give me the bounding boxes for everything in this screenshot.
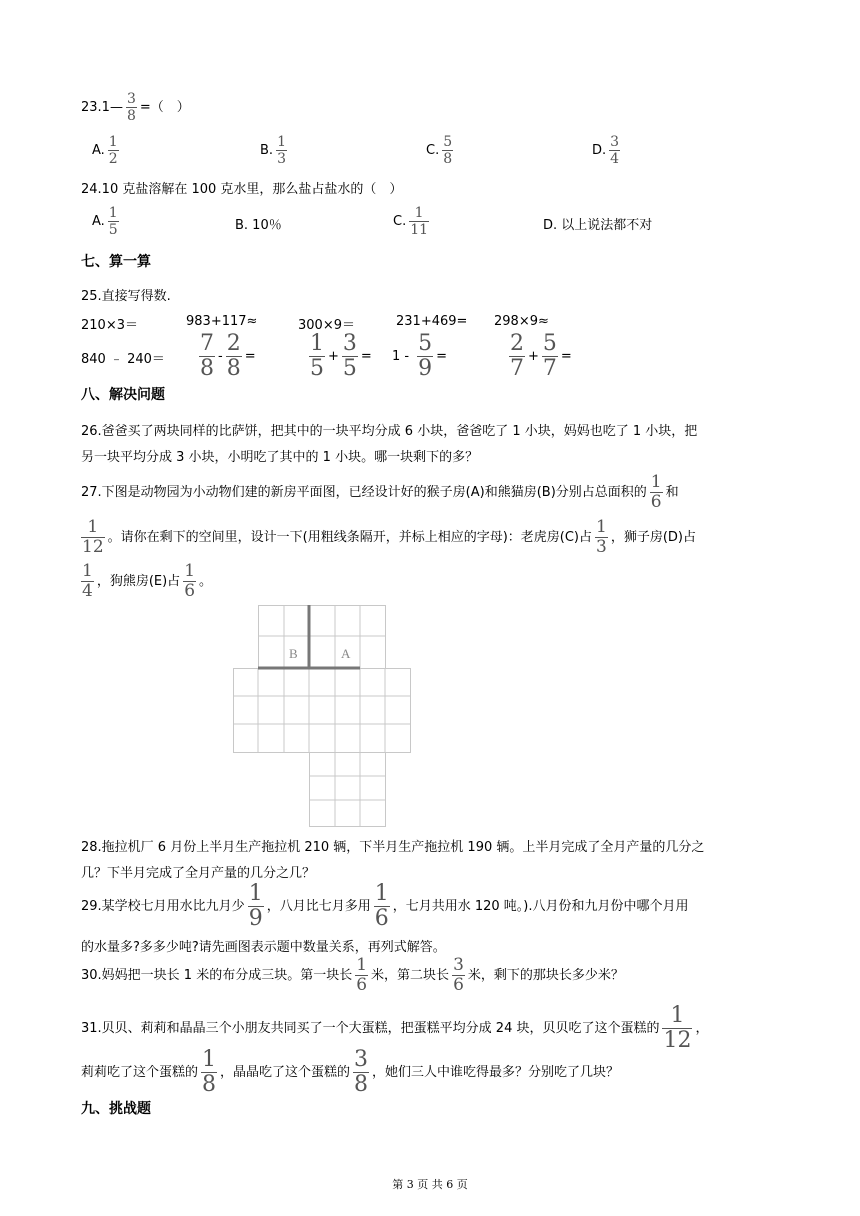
q23-option-d[interactable]: D. $\frac{3}{4}$: [592, 134, 620, 167]
section-7-heading: 七、算一算: [81, 254, 151, 270]
question-28-line-2: 几？下半月完成了全月产量的几分之几？: [81, 866, 316, 881]
calc-2: 983+117≈: [186, 314, 258, 329]
calc-1: 210×3＝: [81, 318, 138, 333]
question-29-line-2: 的水量多?多多少吨?请先画图表示题中数量关系，再列式解答。: [81, 940, 446, 955]
q24-option-b[interactable]: B. 10％: [235, 218, 282, 233]
calc-8: $\frac{1}{5}$ + $\frac{3}{5}$ =: [310, 331, 372, 381]
q23-option-a[interactable]: A. $\frac{1}{2}$: [92, 134, 118, 167]
question-27-line-2: $\frac{1}{12}$ 。请你在剩下的空间里，设计一下(用粗线条隔开，并标上相应的字母)：老虎房(C)占 $\frac{1}{3}$ ，狮子房(D)占: [82, 517, 696, 557]
room-label-b: B: [289, 646, 298, 661]
page-footer: 第 3 页 共 6 页: [392, 1178, 468, 1191]
section-9-heading: 九、挑战题: [81, 1101, 151, 1117]
q23-prefix: 23.1—: [81, 100, 123, 115]
q24-option-d[interactable]: D. 以上说法都不对: [543, 218, 653, 233]
section-8-heading: 八、解决问题: [81, 387, 165, 403]
question-23: 23.1— $\frac{3}{8}$ =（ ）: [81, 91, 190, 124]
question-25-title: 25.直接写得数.: [81, 289, 171, 304]
question-26-line-1: 26.爸爸买了两块同样的比萨饼，把其中的一块平均分成 6 小块，爸爸吃了 1 小块，妈妈也吃了 1 小块，把: [81, 424, 698, 439]
room-label-a: A: [341, 646, 351, 661]
question-30: 30.妈妈把一块长 1 米的布分成三块。第一块长 $\frac{1}{6}$ 米，第二块长 $\frac{3}{6}$ 米，剩下的那块长多少米？: [81, 955, 624, 995]
question-24: 24.10 克盐溶解在 100 克水里，那么盐占盐水的（ ）: [81, 182, 403, 197]
question-27-line-3: $\frac{1}{4}$ ，狗熊房(E)占 $\frac{1}{6}$ 。: [82, 561, 213, 601]
grid-cells: [233, 605, 411, 827]
calc-4: 231+469=: [396, 314, 468, 329]
calc-6: 840 ﹣ 240＝: [81, 352, 165, 367]
q23-option-c[interactable]: C. $\frac{5}{8}$: [426, 134, 453, 167]
floor-plan-grid[interactable]: [225, 600, 425, 830]
q23-fraction: $\frac{3}{8}$: [126, 91, 136, 124]
q24-option-a[interactable]: A. $\frac{1}{5}$: [92, 205, 118, 238]
question-31-line-2: 莉莉吃了这个蛋糕的 $\frac{1}{8}$ ，晶晶吃了这个蛋糕的 $\frac{3}{8}$ ，她们三人中谁吃得最多？分别吃了几块？: [81, 1047, 620, 1097]
calc-10: $\frac{2}{7}$ + $\frac{5}{7}$ =: [510, 331, 572, 381]
calc-7: $\frac{7}{8}$ - $\frac{2}{8}$ =: [200, 331, 256, 381]
question-31-line-1: 31.贝贝、莉莉和晶晶三个小朋友共同买了一个大蛋糕，把蛋糕平均分成 24 块，贝贝吃了这个蛋糕的 $\frac{1}{12}$ ，: [81, 1003, 709, 1053]
question-29-line-1: 29.某学校七月用水比九月少 $\frac{1}{9}$ ，八月比七月多用 $\frac{1}{6}$ ，七月共用水 120 吨。).八月份和九月份中哪个月用: [81, 881, 689, 931]
q23-option-b[interactable]: B. $\frac{1}{3}$: [260, 134, 286, 167]
question-28-line-1: 28.拖拉机厂 6 月份上半月生产拖拉机 210 辆，下半月生产拖拉机 190 辆。上半月完成了全月产量的几分之: [81, 840, 705, 855]
calc-3: 300×9＝: [298, 318, 355, 333]
calc-9: 1 - $\frac{5}{9}$ =: [392, 331, 448, 381]
q24-option-c[interactable]: C. $\frac{1}{11}$: [393, 205, 429, 238]
question-26-line-2: 另一块平均分成 3 小块，小明吃了其中的 1 小块。哪一块剩下的多？: [81, 450, 479, 465]
calc-5: 298×9≈: [494, 314, 549, 329]
question-27-line-1: 27.下图是动物园为小动物们建的新房平面图，已经设计好的猴子房(A)和熊猫房(B)分别占总面积的 $\frac{1}{6}$ 和: [81, 472, 679, 512]
